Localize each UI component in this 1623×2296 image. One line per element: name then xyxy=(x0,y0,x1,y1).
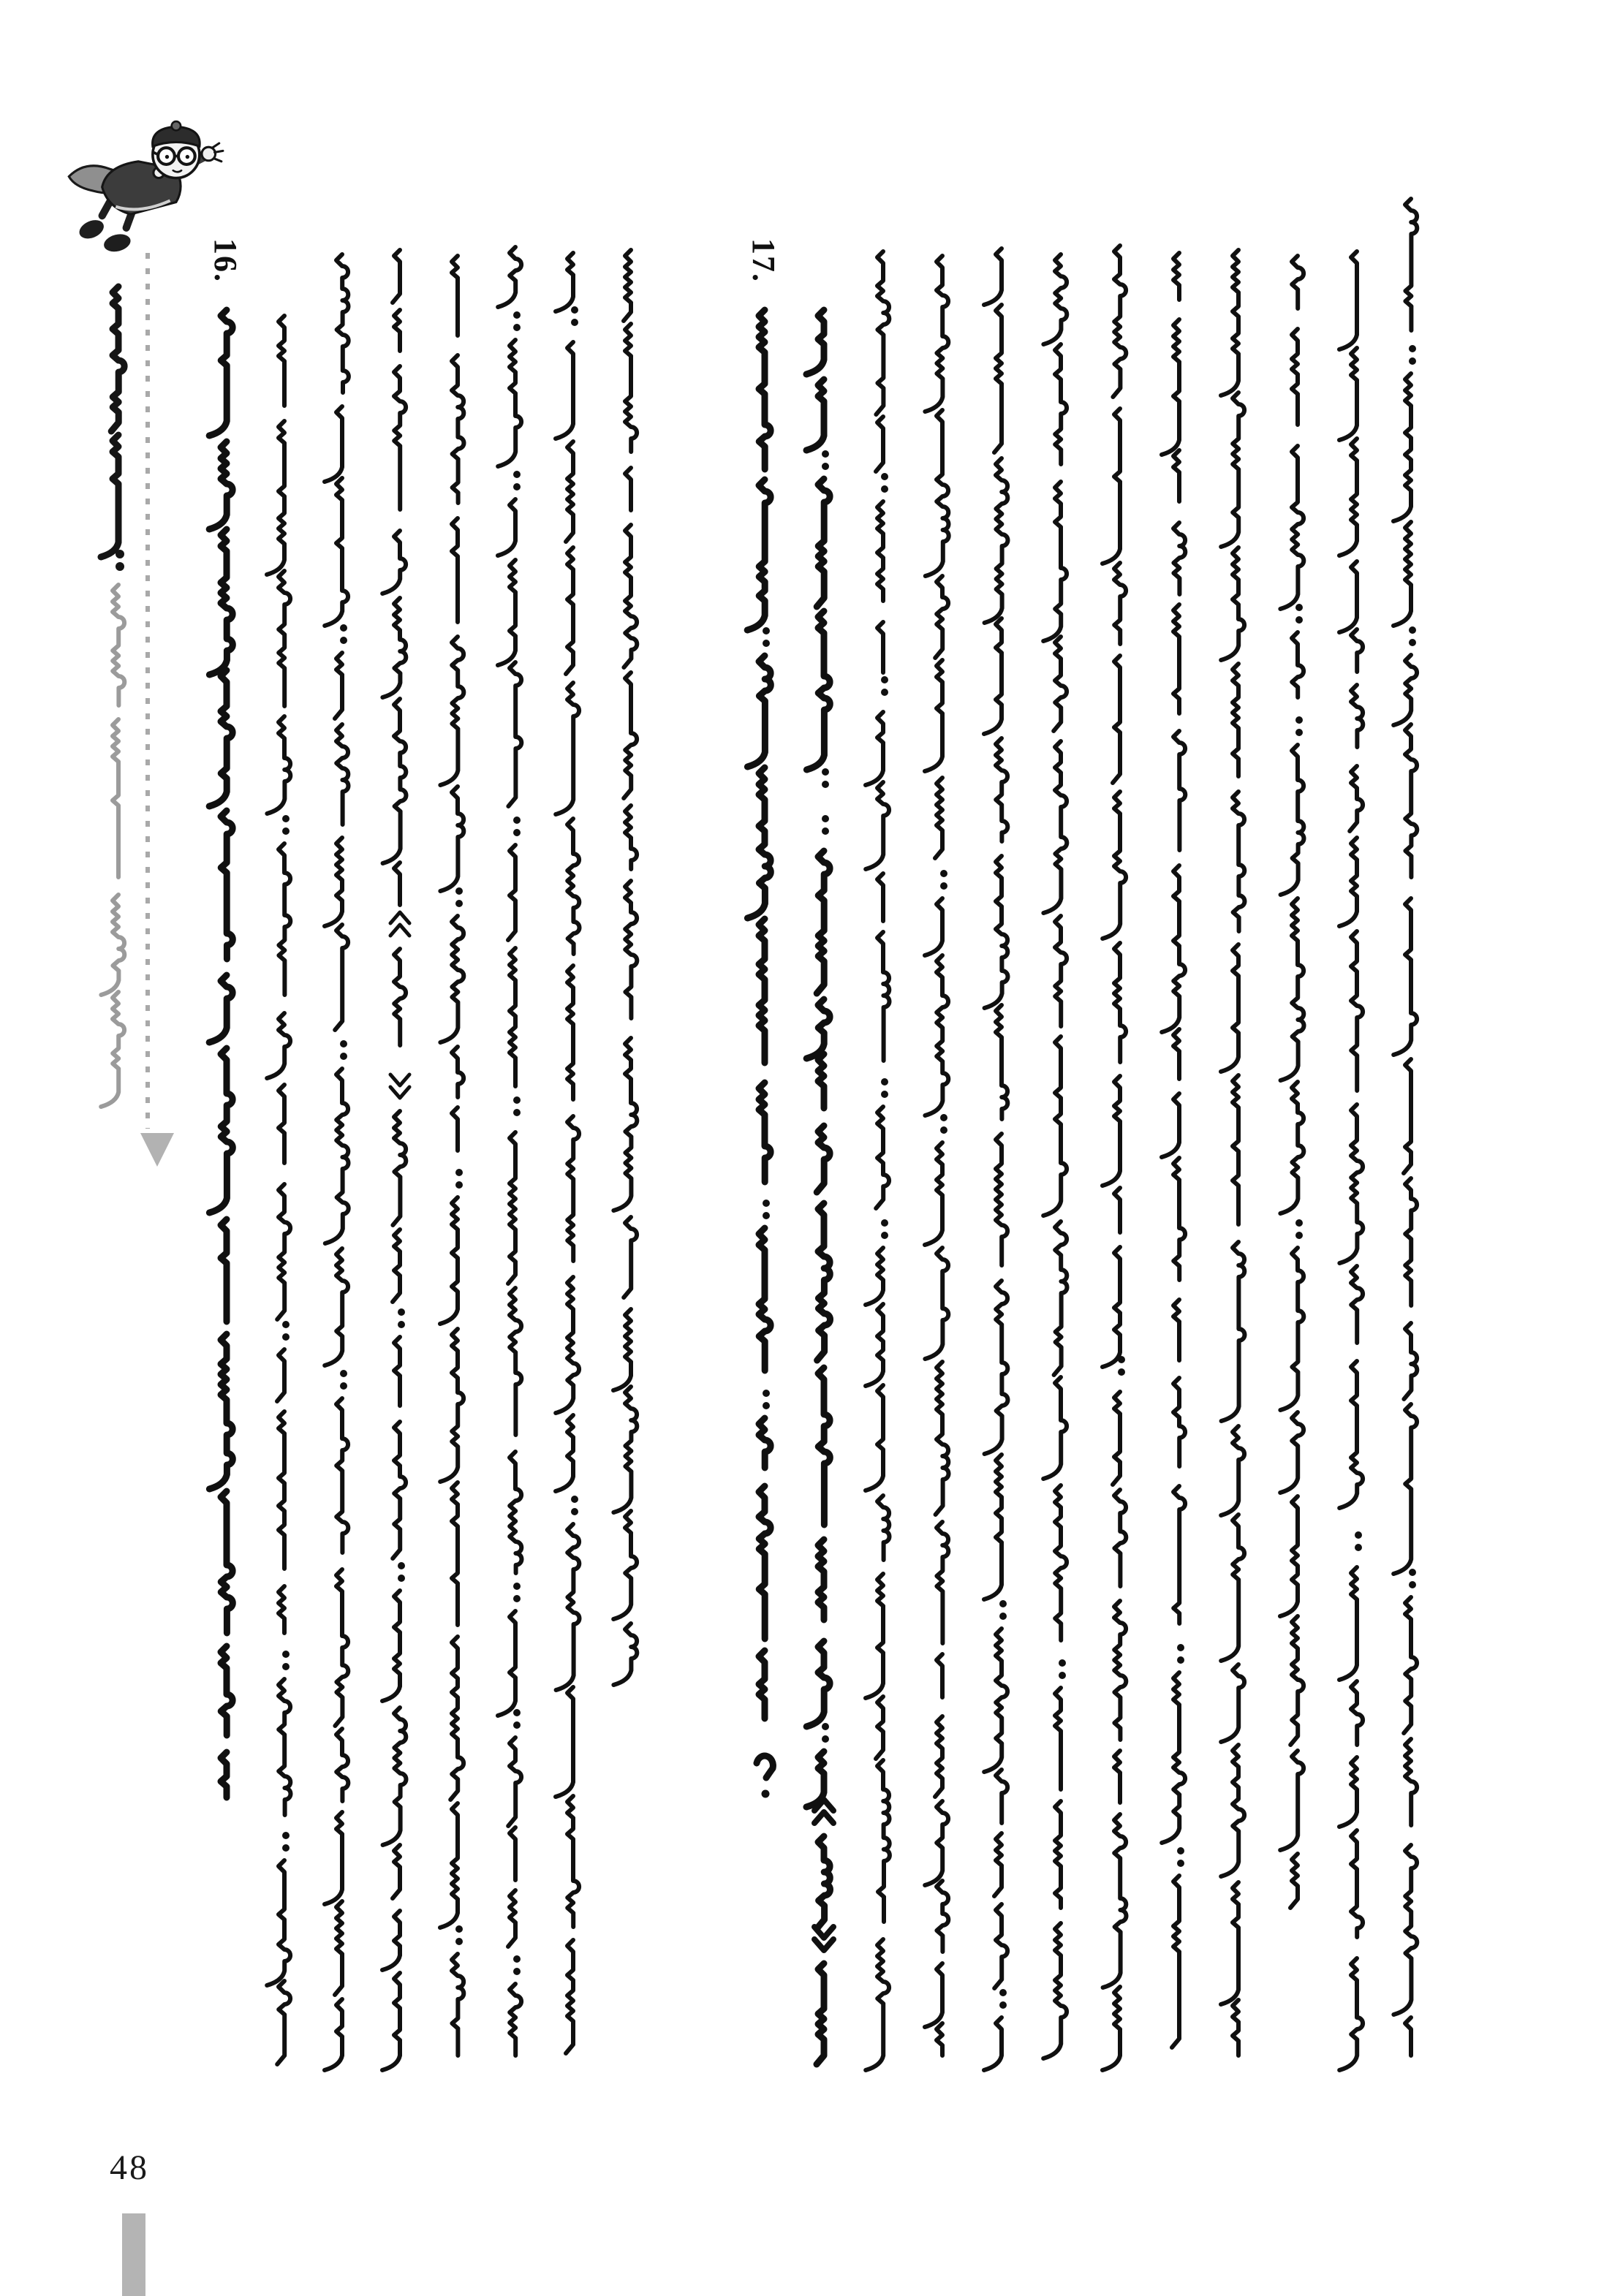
exercise-16-number: 16. xyxy=(208,238,243,283)
mongolian-text-column xyxy=(1339,251,1363,2070)
mongolian-text-column xyxy=(1280,256,1304,1908)
mongolian-text-column xyxy=(498,247,522,2056)
mongolian-text-column xyxy=(101,287,124,571)
binding-mark xyxy=(122,2213,145,2296)
mongolian-text-column xyxy=(267,316,291,2064)
mongolian-text-column xyxy=(613,250,637,1685)
mongolian-text-column xyxy=(747,310,773,1798)
exercise-17-number: 17. xyxy=(746,238,782,283)
mongolian-text-column xyxy=(325,254,349,2070)
mongolian-text-column xyxy=(806,310,833,2064)
mongolian-text-column xyxy=(1102,246,1127,2070)
mongolian-text-column xyxy=(1043,254,1067,2058)
mongolian-text-column xyxy=(209,310,232,1797)
mongolian-text-column xyxy=(440,256,464,2056)
mongolian-text-column xyxy=(1393,199,1417,2056)
mongolian-text-column xyxy=(925,256,949,2056)
mongolian-text-column xyxy=(556,253,580,2053)
mongolian-text-column xyxy=(101,585,124,1107)
mongolian-text-column xyxy=(866,251,890,2070)
mongolian-text-column xyxy=(382,250,409,2070)
mongolian-text-column xyxy=(1162,253,1185,2047)
mongolian-text-column xyxy=(984,249,1008,2070)
mongolian-text-column xyxy=(1221,250,1245,2056)
page-number: 48 xyxy=(110,2148,149,2187)
